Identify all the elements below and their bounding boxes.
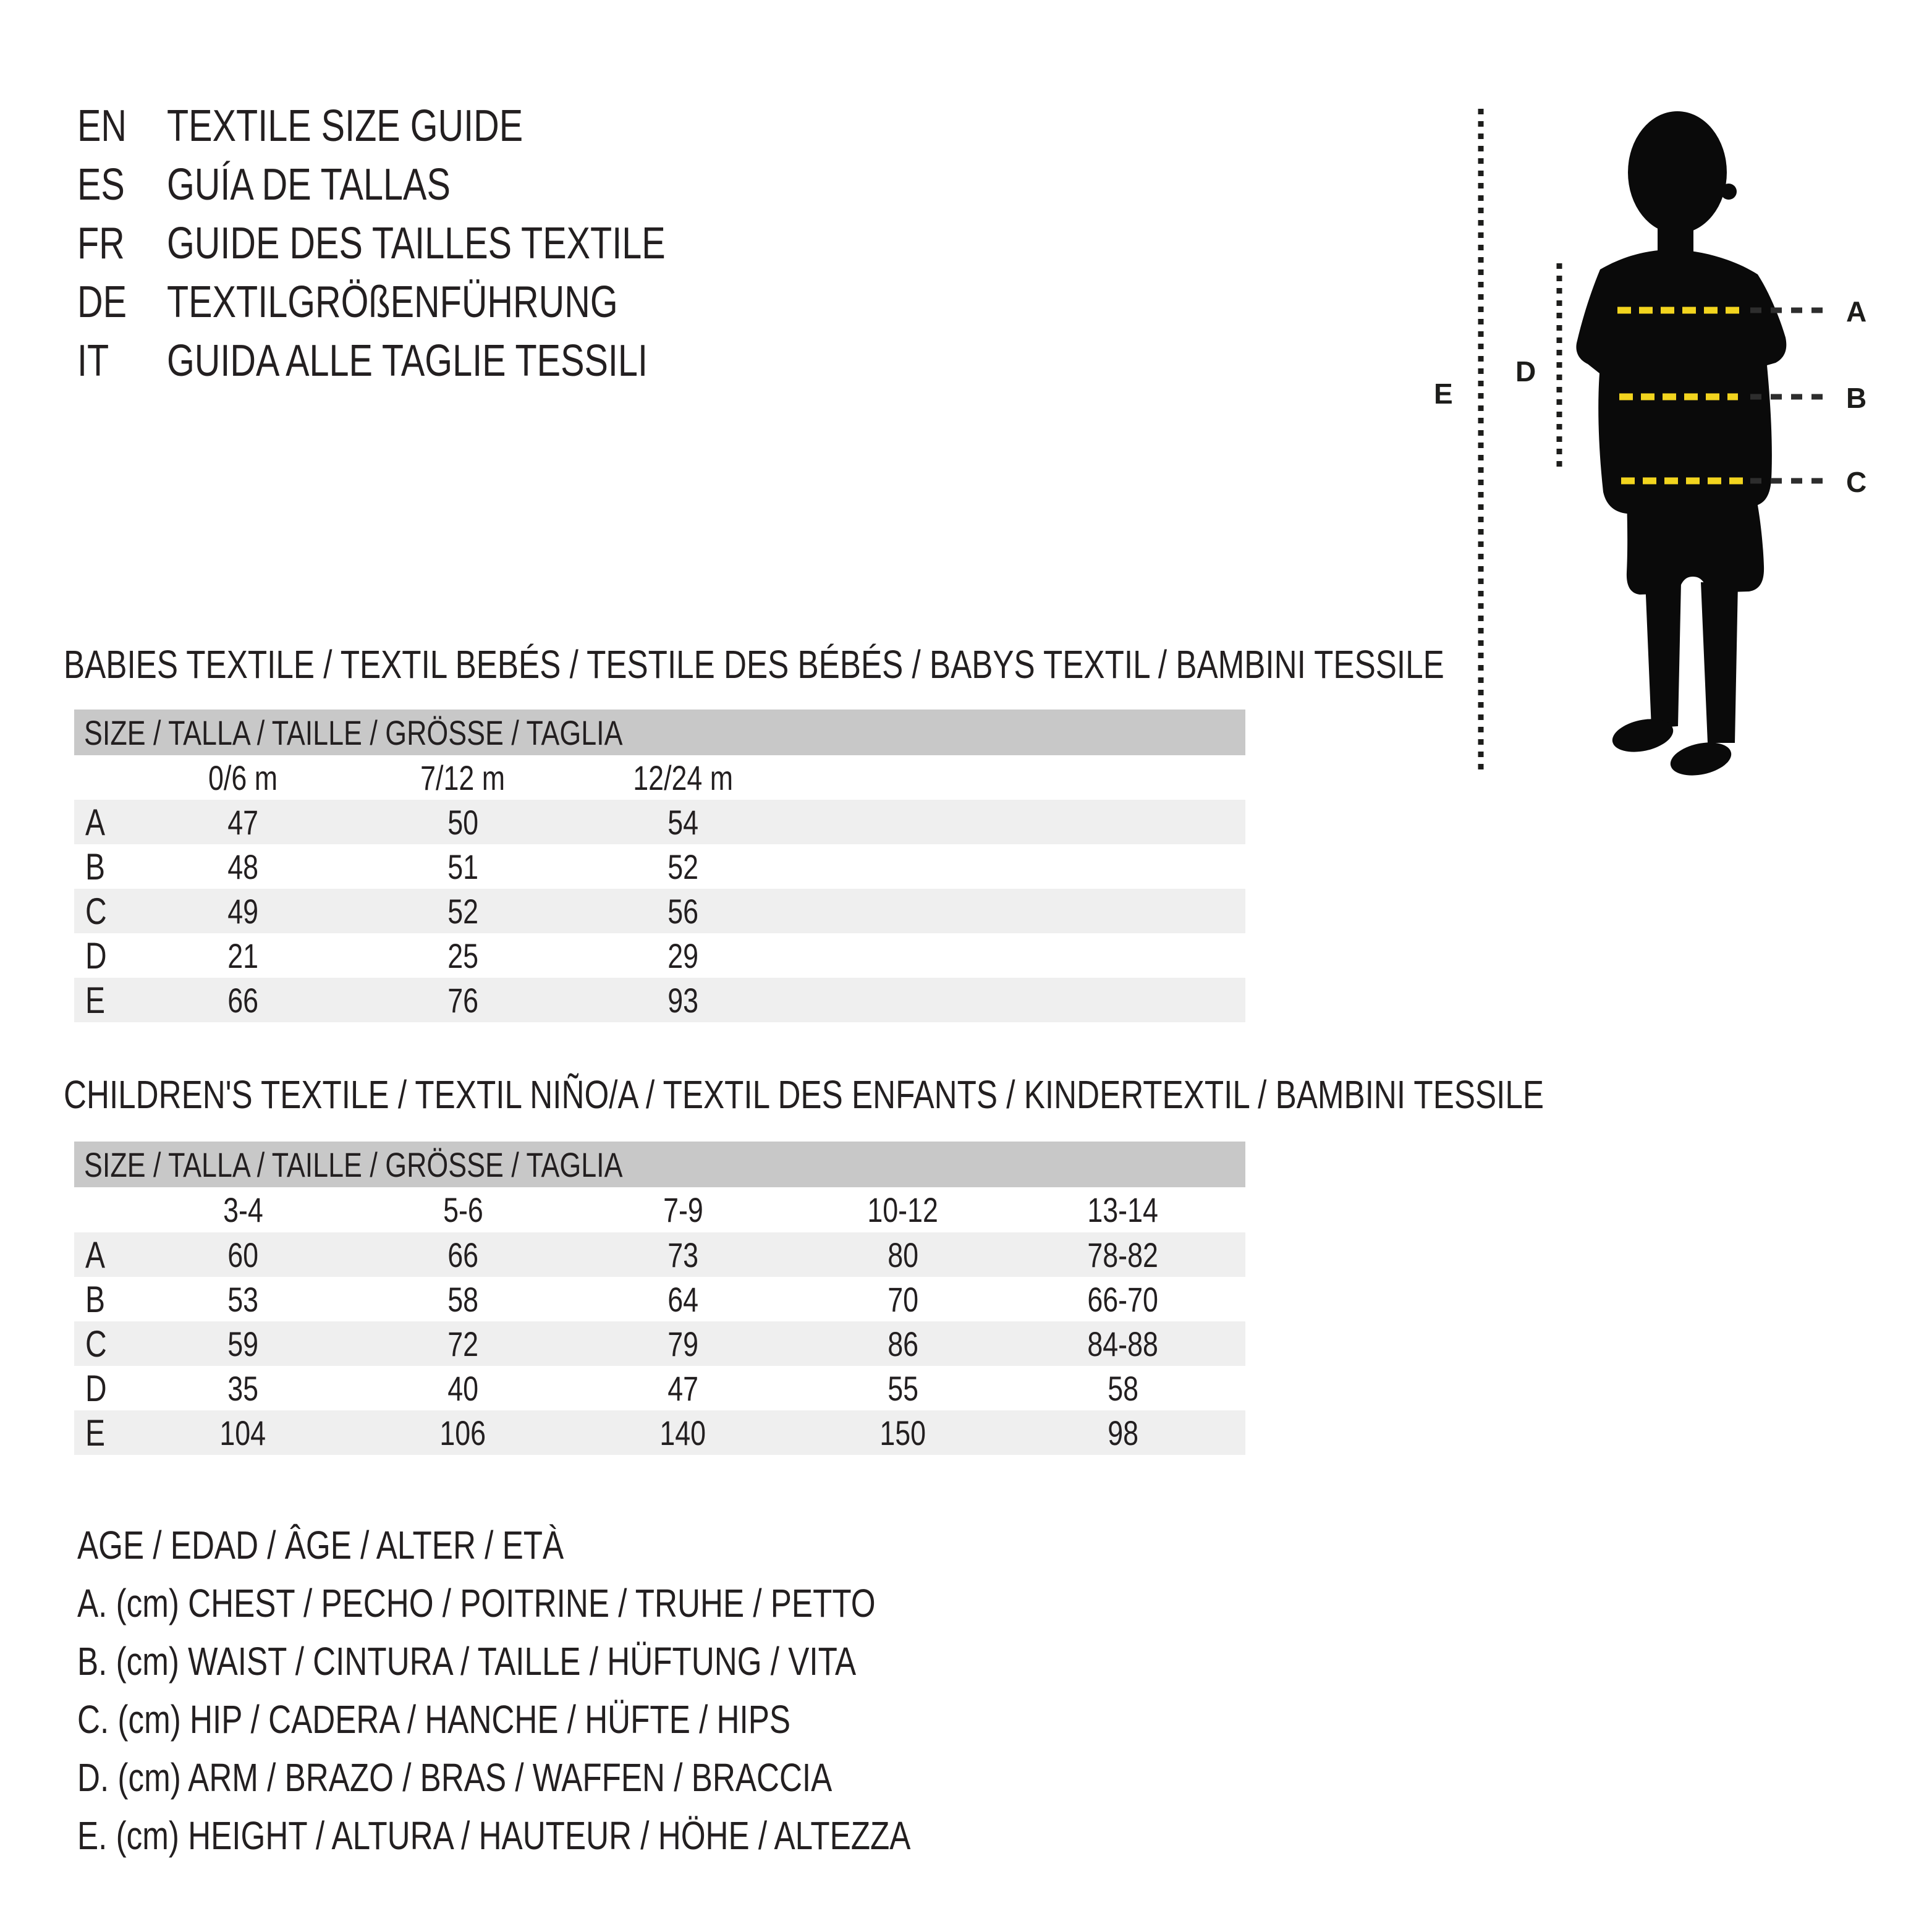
- column-header: 3-4: [222, 1190, 263, 1229]
- column-header: 13-14: [1087, 1190, 1159, 1229]
- babies-header-row: [74, 755, 1245, 800]
- table-cell: 47: [227, 802, 258, 842]
- table-cell: 93: [667, 980, 698, 1020]
- table-cell: 58: [447, 1279, 478, 1319]
- row-label: D: [85, 934, 107, 977]
- measure-label-B: B: [1846, 382, 1867, 414]
- table-cell: 60: [227, 1235, 258, 1274]
- legend-waist: B. (cm) WAIST / CINTURA / TAILLE / HÜFTUNG / VITA: [77, 1639, 857, 1684]
- table-cell: 53: [227, 1279, 258, 1319]
- table-cell: 150: [879, 1413, 926, 1452]
- table-cell: 55: [888, 1368, 918, 1408]
- measure-label-C: C: [1846, 466, 1867, 498]
- table-cell: 80: [888, 1235, 918, 1274]
- table-cell: 78-82: [1087, 1235, 1159, 1274]
- table-cell: 104: [219, 1413, 266, 1452]
- table-cell: 21: [227, 936, 258, 975]
- measurement-figure: [1421, 87, 1932, 803]
- table-row: [74, 1321, 1245, 1366]
- table-cell: 35: [227, 1368, 258, 1408]
- row-label: A: [85, 801, 106, 843]
- table-cell: 84-88: [1087, 1324, 1159, 1363]
- lang-row-fr: [77, 214, 790, 273]
- measure-label-E: E: [1434, 378, 1453, 410]
- table-cell: 79: [667, 1324, 698, 1363]
- lang-row-es: [77, 155, 522, 214]
- table-cell: 50: [447, 802, 478, 842]
- table-cell: 47: [667, 1368, 698, 1408]
- lang-code: DE: [77, 277, 127, 327]
- table-cell: 29: [667, 936, 698, 975]
- table-cell: 66-70: [1087, 1279, 1159, 1319]
- table-cell: 98: [1108, 1413, 1138, 1452]
- row-label: E: [85, 979, 106, 1021]
- row-label: C: [85, 890, 107, 932]
- table-cell: 66: [227, 980, 258, 1020]
- table-cell: 49: [227, 891, 258, 931]
- table-row: [74, 933, 1245, 978]
- measure-label-D: D: [1515, 355, 1536, 388]
- table-cell: 72: [447, 1324, 478, 1363]
- lang-row-en: [77, 96, 612, 155]
- column-header: 5-6: [443, 1190, 483, 1229]
- lang-row-de: [77, 273, 731, 331]
- lang-code: ES: [77, 159, 125, 210]
- table-cell: 51: [447, 847, 478, 886]
- column-header: 10-12: [867, 1190, 939, 1229]
- table-cell: 54: [667, 802, 698, 842]
- row-label: C: [85, 1323, 107, 1365]
- column-header: 7-9: [663, 1190, 703, 1229]
- lang-code: EN: [77, 101, 127, 151]
- silhouette-torso: [1576, 250, 1786, 514]
- lang-title: GUIDE DES TAILLES TEXTILE: [167, 218, 666, 268]
- table-row: [74, 889, 1245, 933]
- table-cell: 52: [447, 891, 478, 931]
- babies-section-title: BABIES TEXTILE / TEXTIL BEBÉS / TESTILE DES BÉBÉS / BABYS TEXTIL / BAMBINI TESSILE: [64, 642, 1444, 687]
- silhouette-shorts: [1627, 492, 1764, 595]
- table-cell: 70: [888, 1279, 918, 1319]
- lang-row-it: [77, 331, 768, 390]
- column-header: 12/24 m: [633, 758, 733, 797]
- table-cell: 106: [439, 1413, 486, 1452]
- table-cell: 25: [447, 936, 478, 975]
- table-cell: 59: [227, 1324, 258, 1363]
- table-cell: 52: [667, 847, 698, 886]
- table-row: [74, 1410, 1245, 1455]
- children-header-row: [74, 1187, 1245, 1232]
- table-cell: 140: [659, 1413, 706, 1452]
- row-label: A: [85, 1234, 106, 1276]
- row-label: B: [85, 845, 106, 888]
- lang-title: GUÍA DE TALLAS: [167, 159, 451, 210]
- lang-code: IT: [77, 336, 109, 386]
- table-cell: 73: [667, 1235, 698, 1274]
- legend-chest: A. (cm) CHEST / PECHO / POITRINE / TRUHE / PETTO: [77, 1581, 876, 1625]
- table-cell: 64: [667, 1279, 698, 1319]
- legend-height: E. (cm) HEIGHT / ALTURA / HAUTEUR / HÖHE / ALTEZZA: [77, 1813, 911, 1858]
- lang-title: TEXTILGRÖßENFÜHRUNG: [167, 277, 618, 327]
- table-cell: 76: [447, 980, 478, 1020]
- row-label: E: [85, 1412, 106, 1454]
- table-row: [74, 1232, 1245, 1277]
- children-size-bar: SIZE / TALLA / TAILLE / GRÖSSE / TAGLIA: [74, 1142, 1245, 1187]
- table-row: [74, 1277, 1245, 1321]
- children-section-title: CHILDREN'S TEXTILE / TEXTIL NIÑO/A / TEXTIL DES ENFANTS / KINDERTEXTIL / BAMBINI TESSILE: [64, 1072, 1544, 1117]
- legend-arm: D. (cm) ARM / BRAZO / BRAS / WAFFEN / BRACCIA: [77, 1755, 833, 1800]
- table-cell: 58: [1108, 1368, 1138, 1408]
- table-row: [74, 800, 1245, 844]
- legend-hip: C. (cm) HIP / CADERA / HANCHE / HÜFTE / HIPS: [77, 1697, 791, 1742]
- column-header: 0/6 m: [208, 758, 278, 797]
- silhouette-ear: [1721, 184, 1737, 200]
- lang-title: TEXTILE SIZE GUIDE: [167, 101, 523, 151]
- table-row: [74, 978, 1245, 1022]
- silhouette-right-shoe: [1667, 737, 1734, 781]
- table-row: [74, 844, 1245, 889]
- table-cell: 86: [888, 1324, 918, 1363]
- lang-title: GUIDA ALLE TAGLIE TESSILI: [167, 336, 648, 386]
- table-cell: 40: [447, 1368, 478, 1408]
- table-row: [74, 1366, 1245, 1410]
- row-label: D: [85, 1367, 107, 1409]
- table-cell: 48: [227, 847, 258, 886]
- lang-code: FR: [77, 218, 125, 268]
- table-cell: 56: [667, 891, 698, 931]
- legend-age: AGE / EDAD / ÂGE / ALTER / ETÀ: [77, 1523, 564, 1567]
- row-label: B: [85, 1278, 106, 1320]
- babies-size-bar: SIZE / TALLA / TAILLE / GRÖSSE / TAGLIA: [74, 710, 1245, 755]
- table-cell: 66: [447, 1235, 478, 1274]
- measure-label-A: A: [1846, 295, 1867, 328]
- column-header: 7/12 m: [420, 758, 506, 797]
